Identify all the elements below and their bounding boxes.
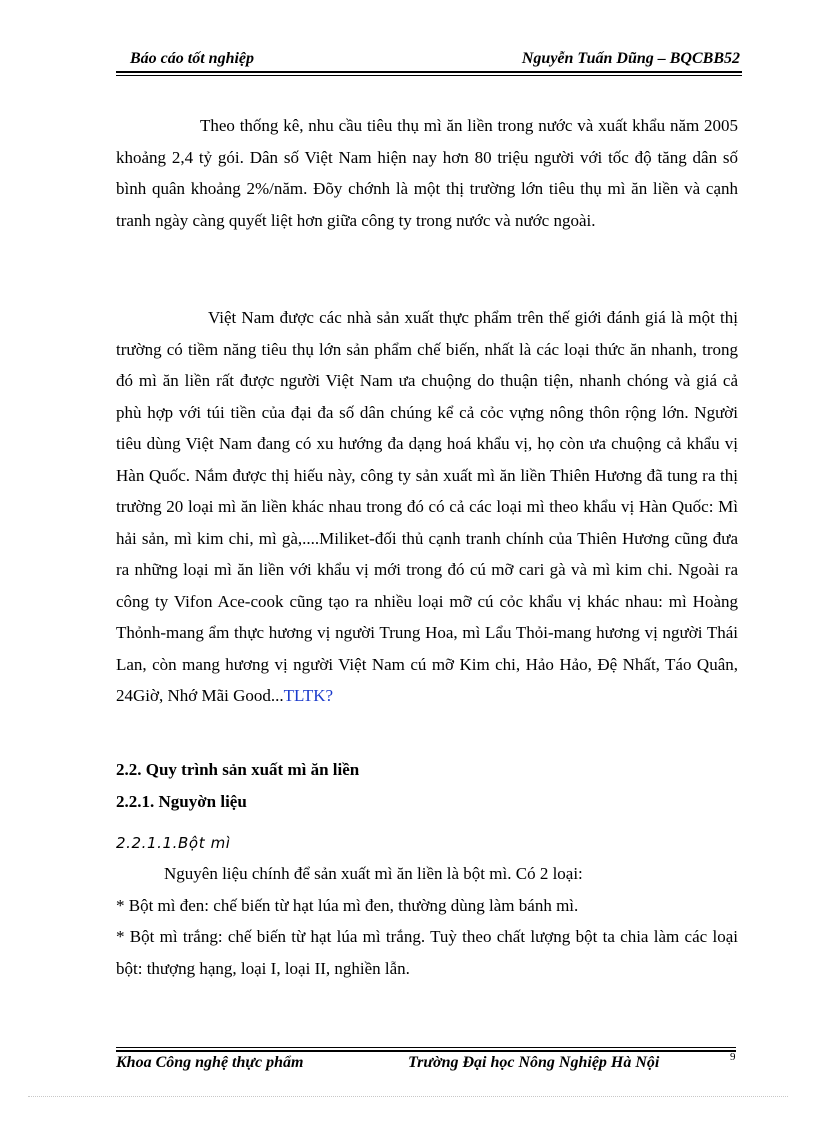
paragraph-vietnam-market xyxy=(116,302,738,712)
footer-rule xyxy=(116,1050,736,1052)
reference-link[interactable]: TLTK? xyxy=(283,686,334,705)
heading-2-2-1-1: 2.2.1.1.Bột mì xyxy=(116,834,231,852)
header-rule-thin xyxy=(116,75,742,76)
flour-black-line: * Bột mì đen: chế biến từ hạt lúa mì đen, thường dùng làm bánh mì. xyxy=(116,895,579,915)
page-footer xyxy=(116,1051,756,1080)
paragraph-2-text: Việt Nam được các nhà sản xuất thực phẩm trên thế giới đánh giá là một thị trường có tiềm năng tiêu thụ lớn sản phẩm chế biến, nhất là các loại thức ăn nhanh, trong đó mì ăn liền rất được người Việt Nam ưa chuộng do thuận tiện, nhanh chóng và giá cả phù hợp với túi tiền của đại đa số dân chúng kể cả cỏc vựng nông thôn rộng lớn. Người tiêu dùng Việt Nam đang có xu hướng đa dạng hoá khẩu vị, họ còn ưa chuộng cả khẩu vị Hàn Quốc. Nắm được thị hiếu này, công ty sản xuất mì ăn liền Thiên Hương đã tung ra thị trường 20 loại mì ăn liền khác nhau trong đó có cả các loại mì theo khẩu vị Hàn Quốc: Mì hải sản, mì kim chi, mì gà,....Miliket-đối thủ cạnh tranh chính của Thiên Hương cũng đưa ra những loại mì ăn liền với khẩu vị mới trong đó cú mỡ cari gà và mì kim chi. Ngoài ra công ty Vifon Ace-cook cũng tạo ra nhiều loại mỡ cú cỏc khẩu vị khác nhau: mì Hoàng Thỏnh-mang ẩm thực hương vị người Trung Hoa, mì Lẩu Thỏi-mang hương vị người Thái Lan, còn mang hương vị người Việt Nam cú mỡ Kim chi, Hảo Hảo, Đệ Nhất, Táo Quân, 24Giờ, Nhớ Mãi Good... xyxy=(116,308,738,705)
heading-2-2: 2.2. Quy trình sản xuất mì ăn liền xyxy=(116,760,360,779)
footer-university: Trường Đại học Nông Nghiệp Hà Nội xyxy=(408,1054,660,1071)
footer-rule-thin xyxy=(116,1047,736,1048)
flour-intro-text: Nguyên liệu chính để sản xuất mì ăn liền là bột mì. Có 2 loại: xyxy=(164,864,583,883)
header-rule xyxy=(116,71,742,73)
paragraph-1-text: Theo thống kê, nhu cầu tiêu thụ mì ăn liền trong nước và xuất khẩu năm 2005 khoảng 2,4 tỷ gói. Dân số Việt Nam hiện nay hơn 80 triệu người với tốc độ tăng dân số bình quân khoảng 2%/năm. Đõy chớnh là một thị trường lớn tiêu thụ mì ăn liền và cạnh tranh ngày càng quyết liệt hơn giữa công ty trong nước và nước ngoài. xyxy=(116,116,738,230)
paragraph-consumption-stats xyxy=(116,110,738,236)
header-report-title: Báo cáo tốt nghiệp xyxy=(130,50,255,67)
heading-2-2-1: 2.2.1. Nguyờn liệu xyxy=(116,792,247,811)
page-number: 9 xyxy=(730,1051,736,1063)
paragraph-flour xyxy=(116,858,738,984)
page-bottom-border xyxy=(28,1096,788,1097)
flour-white-line: * Bột mì trắng: chế biến từ hạt lúa mì trắng. Tuỳ theo chất lượng bột ta chia làm các loại bột: thượng hạng, loại I, loại II, nghiền lẫn. xyxy=(116,927,738,978)
footer-faculty: Khoa Công nghệ thực phẩm xyxy=(116,1054,304,1071)
page-header xyxy=(116,48,742,72)
flour-intro-line xyxy=(116,858,738,890)
header-author: Nguyễn Tuấn Dũng – BQCBB52 xyxy=(521,50,740,67)
